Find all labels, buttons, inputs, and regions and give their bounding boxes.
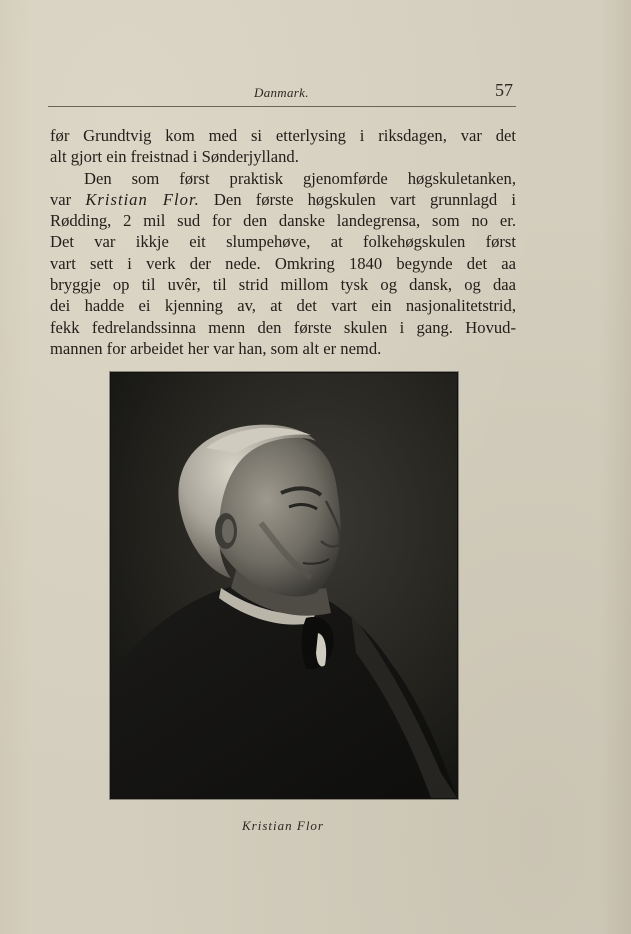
text-line: fekk fedrelandssinna menn den første skulen i gang. Hovud-	[50, 317, 516, 337]
header-rule	[48, 106, 516, 107]
text-line: bryggje op til uvêr, til strid millom tysk og dansk, og daa	[50, 275, 516, 295]
text-line: vart sett i verk der nede. Omkring 1840 begynde det aa	[50, 253, 516, 273]
portrait-illustration	[111, 373, 457, 798]
text-fragment: Den første høgskulen vart grunnlagd i	[213, 189, 516, 209]
portrait-image	[110, 372, 458, 799]
text-line: alt gjort ein freistnad i Sønderjylland.	[50, 147, 299, 167]
text-line	[50, 189, 516, 210]
emphasized-name: Kristian Flor.	[85, 189, 200, 209]
text-fragment: var	[50, 189, 72, 209]
body-text	[50, 125, 516, 359]
text-line: mannen for arbeidet her var han, som alt er nemd.	[50, 338, 382, 358]
running-title: Danmark.	[254, 85, 309, 100]
text-line: Det var ikkje eit slumpehøve, at folkehøgskulen først	[50, 232, 516, 252]
text-line: dei hadde ei kjenning av, at det vart ein nasjonalitetstrid,	[50, 296, 516, 316]
running-head	[0, 80, 631, 104]
page-number: 57	[495, 80, 513, 100]
figure-caption: Kristian Flor	[242, 818, 324, 833]
text-line: før Grundtvig kom med si etterlysing i riksdagen, var det	[50, 126, 516, 145]
text-line: Rødding, 2 mil sud for den danske landegrensa, som no er.	[50, 211, 516, 231]
text-line: Den som først praktisk gjenomførde høgskuletanken,	[84, 168, 516, 188]
